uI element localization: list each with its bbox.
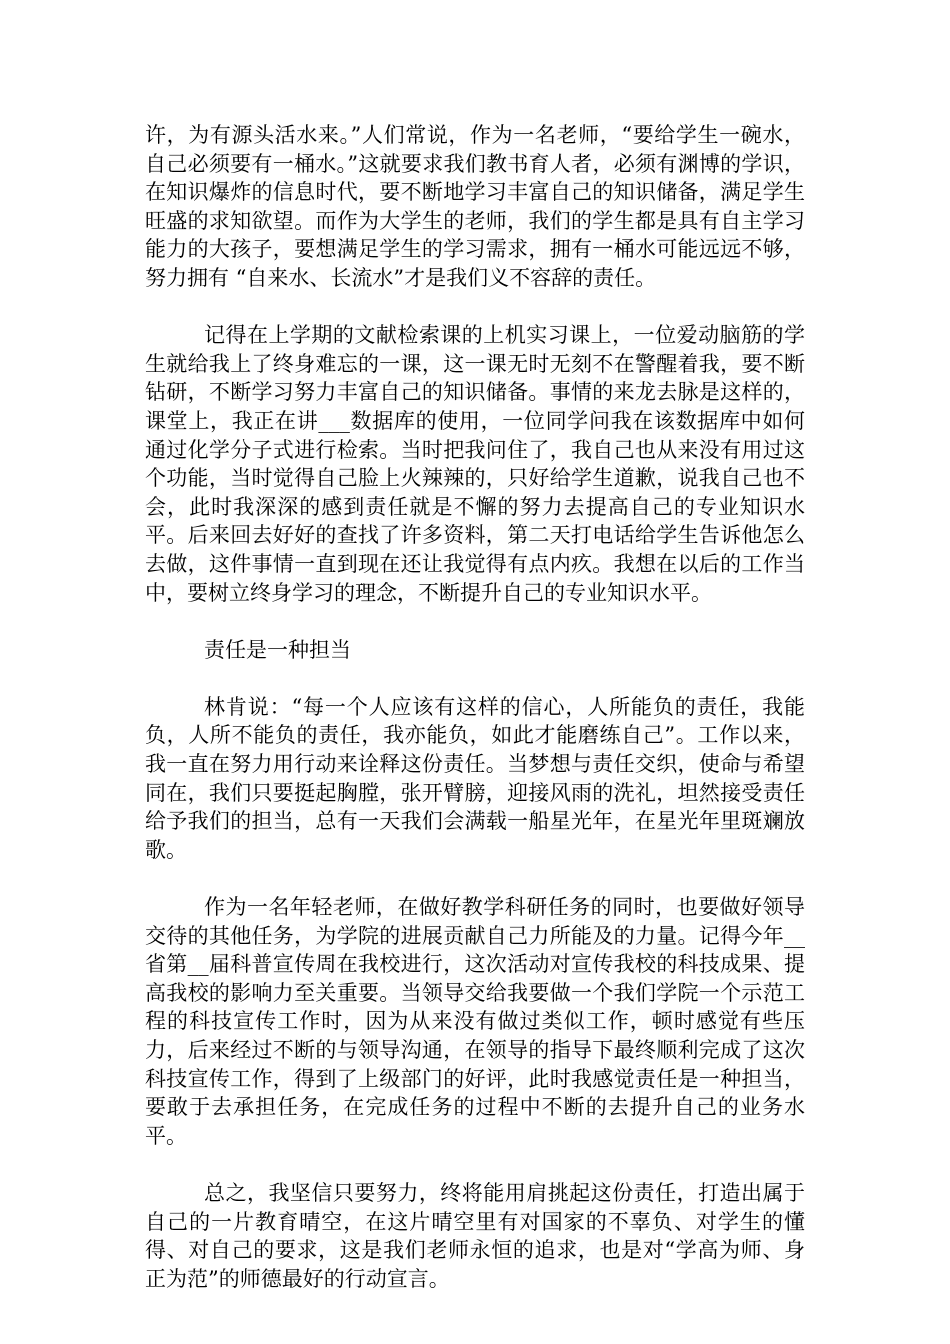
paragraph-conclusion: 总之，我坚信只要努力，终将能用肩挑起这份责任，打造出属于自己的一片教育晴空，在这片晴空里有对国家的不辜负、对学生的懂得、对自己的要求，这是我们老师永恒的追求，也是对“学高为师、身正为范”的师德最好的行动宣言。 bbox=[145, 1180, 805, 1291]
paragraph-literature-search-story: 记得在上学期的文献检索课的上机实习课上，一位爱动脑筋的学生就给我上了终身难忘的一课，这一课无时无刻不在警醒着我，要不断钻研，不断学习努力丰富自己的知识储备。事情的来龙去脉是这样的，课堂上，我正在讲___数据库的使用，一位同学问我在该数据库中如何通过化学分子式进行检索。当时把我问住了，我自己也从来没有用过这个功能，当时觉得自己脸上火辣辣的，只好给学生道歉，说我自己也不会，此时我深深的感到责任就是不懈的努力去提高自己的专业知识水平。后来回去好好的查找了许多资料，第二天打电话给学生告诉他怎么去做，这件事情一直到现在还让我觉得有点内疚。我想在以后的工作当中，要树立终身学习的理念，不断提升自己的专业知识水平。 bbox=[145, 323, 805, 605]
paragraph-lincoln-quote: 林肯说：“每一个人应该有这样的信心，人所能负的责任，我能负，人所不能负的责任，我亦能负，如此才能磨练自己”。工作以来，我一直在努力用行动来诠释这份责任。当梦想与责任交织，使命与希望同在，我们只要挺起胸膛，张开臂膀，迎接风雨的洗礼，坦然接受责任给予我们的担当，总有一天我们会满载一船星光年，在星光年里斑斓放歌。 bbox=[145, 694, 805, 862]
paragraph-young-teacher: 作为一名年轻老师，在做好教学科研任务的同时，也要做好领导交待的其他任务，为学院的进展贡献自己力所能及的力量。记得今年__省第__届科普宣传周在我校进行，这次活动对宣传我校的科技成果、提高我校的影响力至关重要。当领导交给我要做一个我们学院一个示范工程的科技宣传工作时，因为从来没有做过类似工作，顿时感觉有些压力，后来经过不断的与领导沟通，在领导的指导下最终顺利完成了这次科技宣传工作，得到了上级部门的好评，此时我感觉责任是一种担当，要敢于去承担任务，在完成任务的过程中不断的去提升自己的业务水平。 bbox=[145, 895, 805, 1148]
document-page bbox=[145, 121, 805, 1293]
paragraph-continuation: 许，为有源头活水来。”人们常说，作为一名老师，“要给学生一碗水，自己必须要有一桶水。”这就要求我们教书育人者，必须有渊博的学识，在知识爆炸的信息时代，要不断地学习丰富自己的知识储备，满足学生旺盛的求知欲望。而作为大学生的老师，我们的学生都是具有自主学习能力的大孩子，要想满足学生的学习需求，拥有一桶水可能远远不够，努力拥有 “自来水、长流水”才是我们义不容辞的责任。 bbox=[145, 123, 805, 290]
section-heading: 责任是一种担当 bbox=[204, 637, 351, 662]
